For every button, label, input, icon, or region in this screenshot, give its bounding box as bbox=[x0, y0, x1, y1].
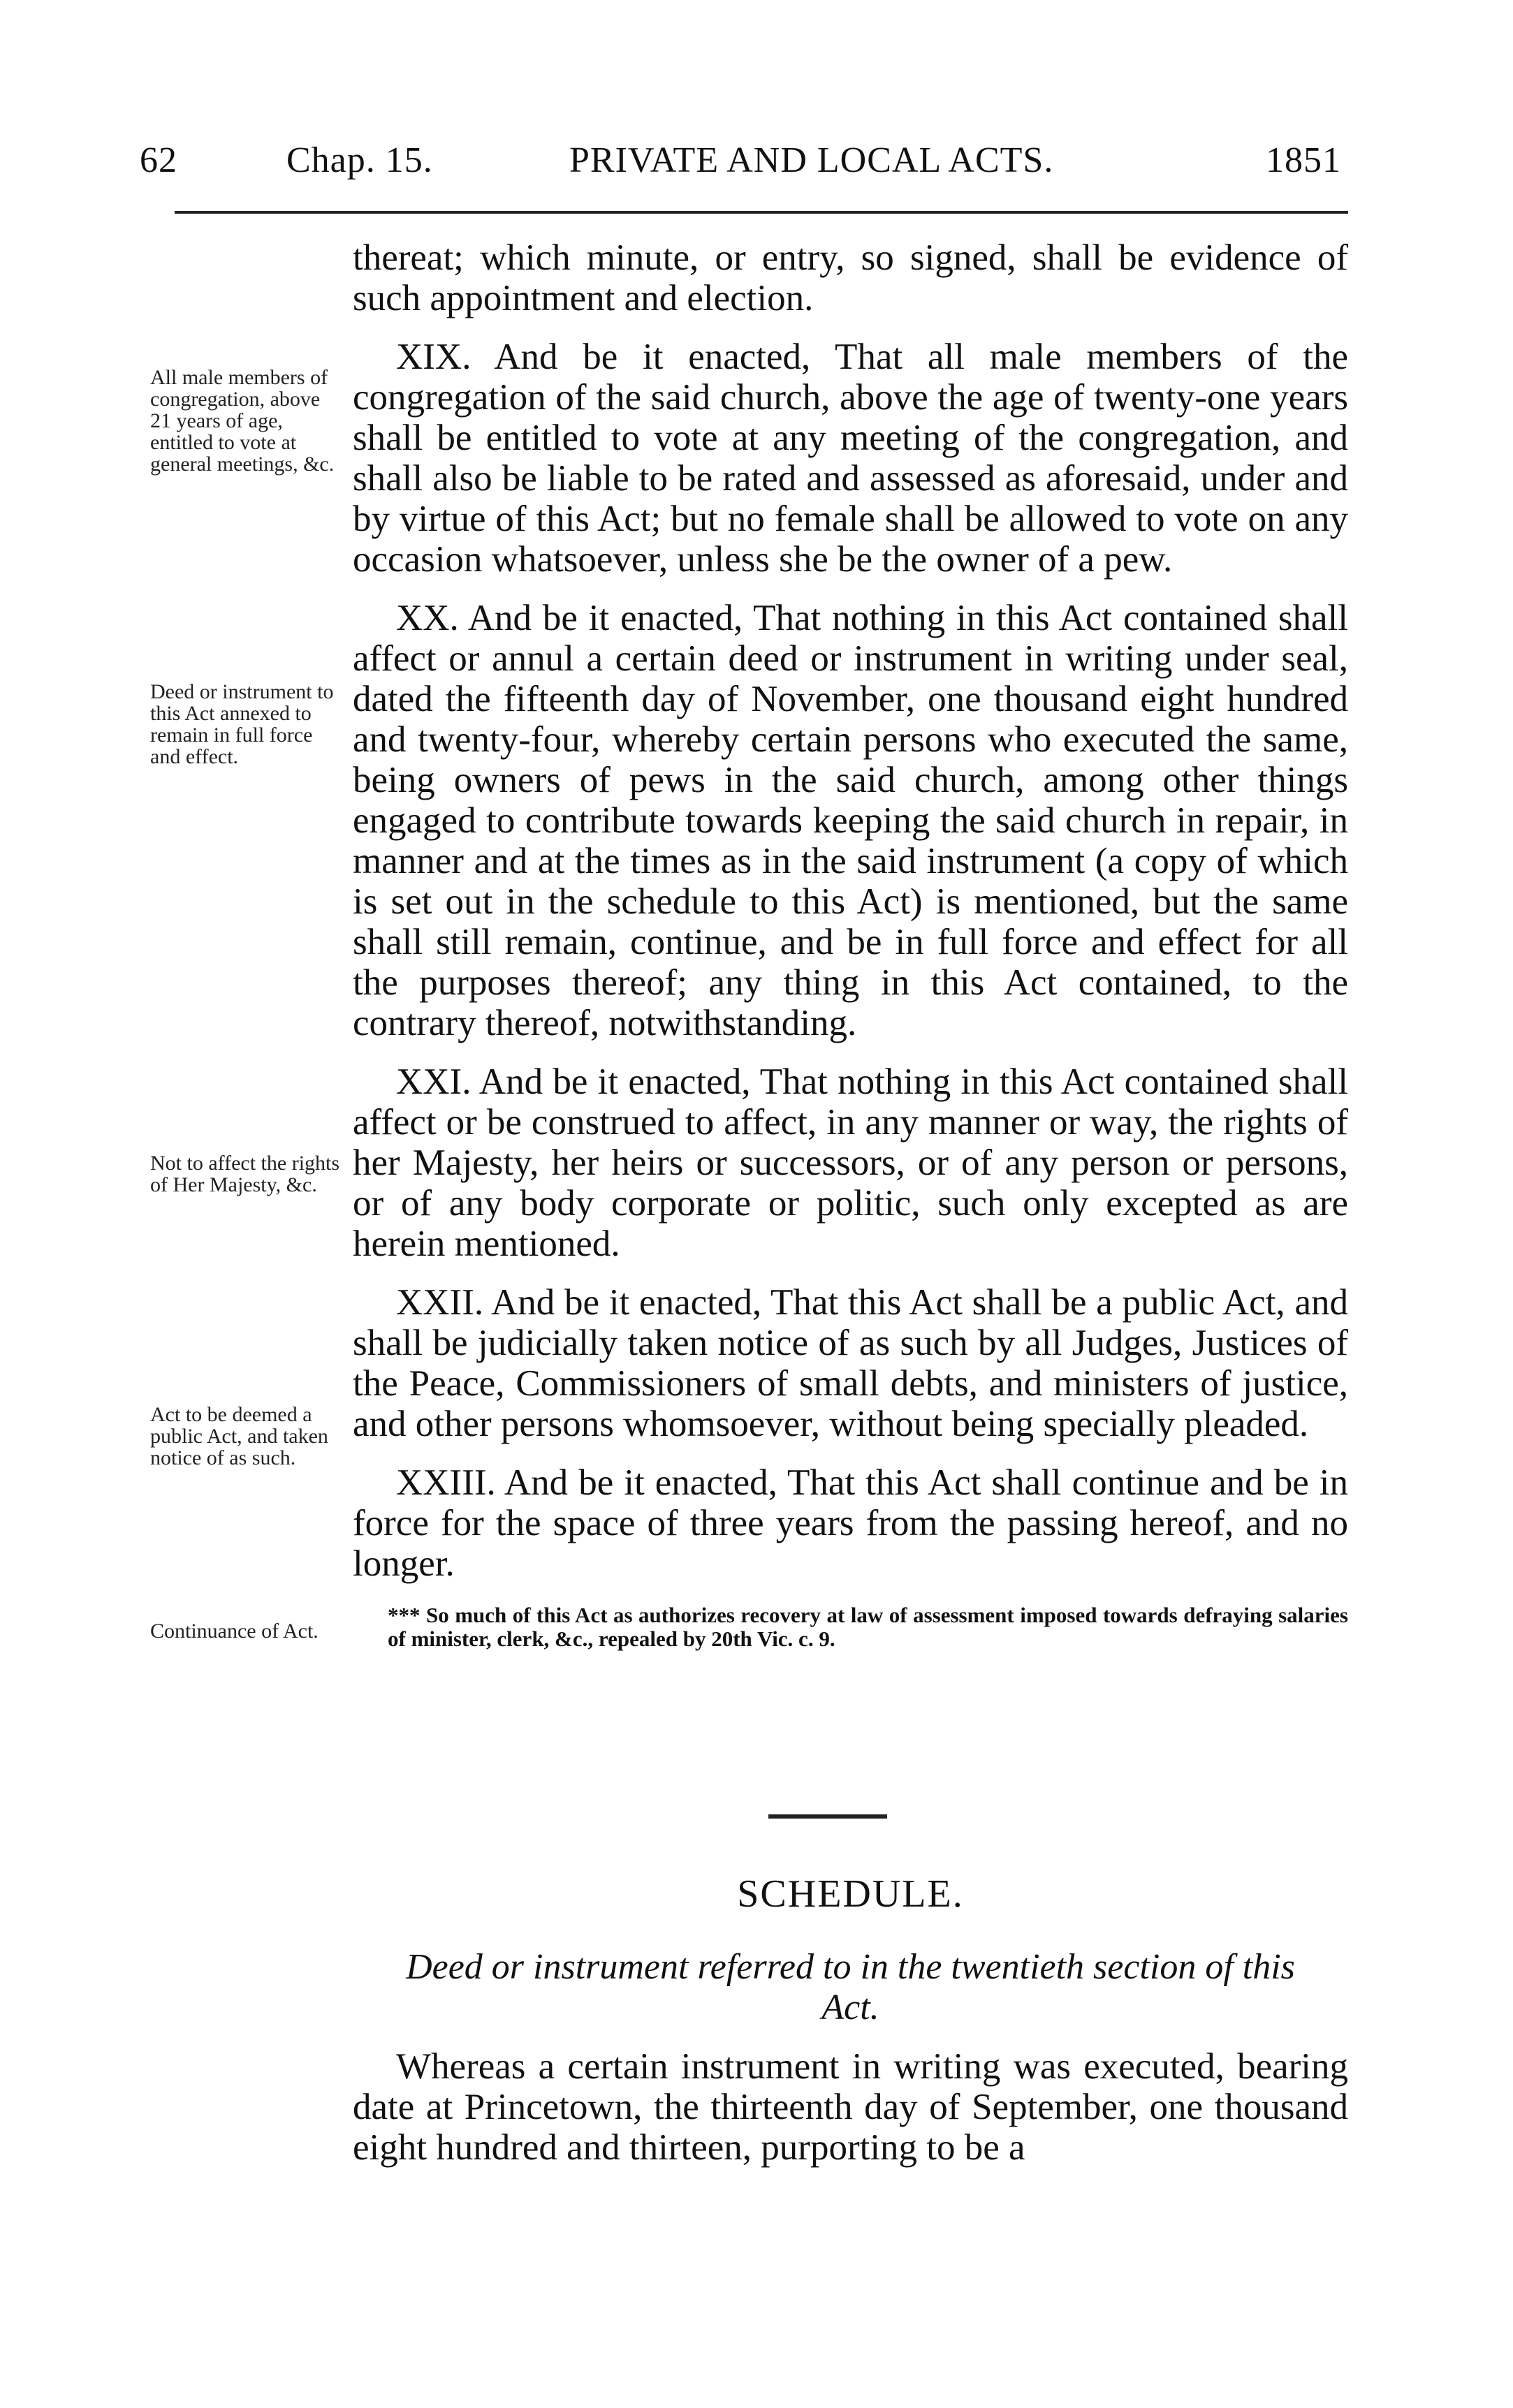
section-xx: XX. And be it enacted, That nothing in this Act contained shall affect or annul a certain deed or instrument in writing under seal, dated the fifteenth day of November, one thousand eight hundred and twenty-four, whereby certain persons who executed the same, being owners of pews in the said church, among other things engaged to contribute towards keeping the said church in repair, in manner and at the times as in the said instrument (a copy of which is set out in the schedule to this Act) is mentioned, but the same shall still remain, continue, and be in full force and effect for all the purposes thereof; any thing in this Act contained, to the contrary thereof, notwithstanding. bbox=[353, 598, 1348, 1043]
running-header bbox=[140, 140, 1341, 189]
sidenote-section-xix: All male members of congregation, above 21 years of age, entitled to vote at general meetings, &c. bbox=[150, 366, 335, 476]
sidenote-section-xxi: Not to affect the rights of Her Majesty, &c. bbox=[150, 1152, 340, 1196]
schedule-text: Whereas a certain instrument in writing was executed, bearing date at Princetown, the thirteenth day of September, one thousand eight hundred and thirteen, purporting to be a bbox=[353, 2046, 1348, 2168]
schedule-section bbox=[353, 1872, 1348, 2168]
continuation-paragraph: thereat; which minute, or entry, so signed, shall be evidence of such appointment and election. bbox=[353, 237, 1348, 318]
running-title: PRIVATE AND LOCAL ACTS. bbox=[569, 140, 1054, 180]
repeal-footnote: *** So much of this Act as authorizes recovery at law of assessment imposed towards defraying salaries of minister, clerk, &c., repealed by 20th Vic. c. 9. bbox=[388, 1603, 1348, 1651]
header-year: 1851 bbox=[1266, 140, 1341, 180]
section-xxi: XXI. And be it enacted, That nothing in this Act contained shall affect or be construed to affect, in any manner or way, the rights of her Majesty, her heirs or successors, or of any person or persons, or of any body corporate or politic, such only excepted as are herein mentioned. bbox=[353, 1062, 1348, 1264]
sidenote-section-xxiii: Continuance of Act. bbox=[150, 1620, 319, 1643]
main-text bbox=[353, 237, 1348, 1651]
sidenote-section-xx: Deed or instrument to this Act annexed to remain in full force and effect. bbox=[150, 680, 334, 768]
schedule-title: SCHEDULE. bbox=[737, 1872, 964, 1916]
page-number: 62 bbox=[140, 140, 177, 180]
section-xxiii: XXIII. And be it enacted, That this Act shall continue and be in force for the space of three years from the passing hereof, and no longer. bbox=[353, 1462, 1348, 1584]
section-divider bbox=[768, 1814, 887, 1819]
section-xxii: XXII. And be it enacted, That this Act shall be a public Act, and shall be judicially taken notice of as such by all Judges, Justices of the Peace, Commissioners of small debts, and ministers of justice, and other persons whomsoever, without being specially pleaded. bbox=[353, 1282, 1348, 1444]
chapter-label: Chap. 15. bbox=[286, 140, 433, 180]
schedule-subtitle: Deed or instrument referred to in the twentieth section of this Act. bbox=[406, 1947, 1295, 2027]
sidenote-section-xxii: Act to be deemed a public Act, and taken notice of as such. bbox=[150, 1403, 328, 1469]
header-rule bbox=[175, 211, 1348, 214]
section-xix: XIX. And be it enacted, That all male members of the congregation of the said church, above the age of twenty-one years shall be entitled to vote at any meeting of the congregation, and shall also be liable to be rated and assessed as aforesaid, under and by virtue of this Act; but no female shall be allowed to vote on any occasion whatsoever, unless she be the owner of a pew. bbox=[353, 337, 1348, 580]
